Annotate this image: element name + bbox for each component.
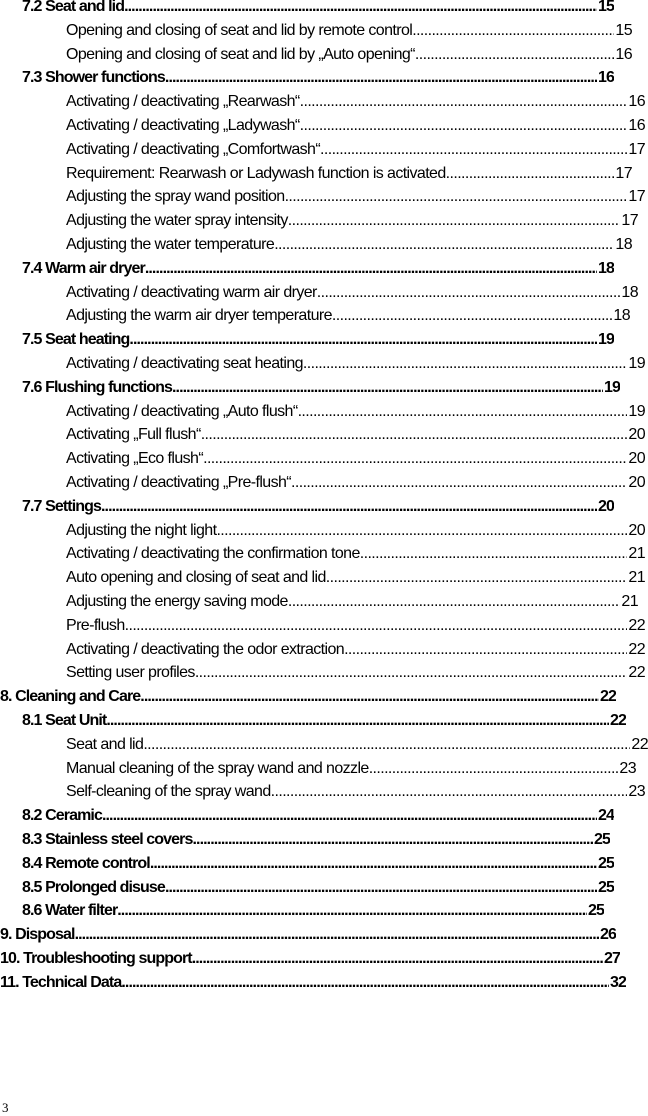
dot-leader: [101, 498, 597, 516]
toc-subentry[interactable]: [66, 522, 645, 540]
toc-entry-page: 17: [628, 140, 645, 158]
toc-entry-page: 16: [615, 45, 632, 63]
dot-leader: [291, 474, 627, 492]
dot-leader: [203, 450, 627, 468]
toc-entry-label: 7.3 Shower functions: [22, 69, 165, 87]
toc-subentry[interactable]: [66, 783, 645, 801]
toc-subentry[interactable]: [66, 46, 632, 64]
toc-entry[interactable]: [22, 855, 614, 873]
toc-subentry[interactable]: [66, 212, 638, 230]
toc-entry-page: 21: [628, 545, 645, 563]
toc-subentry[interactable]: [66, 426, 645, 444]
dot-leader: [165, 69, 597, 87]
toc-entry-label: Auto opening and closing of seat and lid: [66, 569, 326, 587]
dot-leader: [106, 712, 609, 730]
toc-subentry[interactable]: [66, 736, 648, 754]
dot-leader: [216, 522, 627, 540]
toc-entry-page: 27: [604, 950, 620, 967]
toc-entry[interactable]: [22, 260, 614, 278]
toc-subentry[interactable]: [66, 141, 645, 159]
toc-entry-label: 7.2 Seat and lid: [22, 0, 125, 15]
dot-leader: [288, 593, 621, 611]
dot-leader: [288, 212, 621, 230]
toc-entry[interactable]: [22, 331, 614, 349]
dot-leader: [369, 760, 619, 778]
toc-subentry[interactable]: [66, 450, 645, 468]
toc-entry-page: 18: [615, 236, 632, 253]
toc-entry-page: 20: [628, 521, 645, 539]
dot-leader: [271, 783, 628, 801]
toc-entry-label: Activating / deactivating „Auto flush“: [66, 402, 298, 420]
dot-leader: [192, 950, 603, 968]
toc-entry[interactable]: [22, 902, 604, 920]
toc-entry-label: Adjusting the water temperature: [66, 236, 275, 253]
toc-entry-label: 8. Cleaning and Care: [0, 688, 141, 706]
dot-leader: [344, 641, 627, 659]
toc-entry[interactable]: [22, 0, 614, 16]
dot-leader: [172, 379, 603, 397]
toc-subentry[interactable]: [66, 93, 645, 111]
toc-entry-label: Adjusting the energy saving mode: [66, 593, 288, 610]
toc-subentry[interactable]: [66, 117, 645, 135]
dot-leader: [303, 355, 627, 373]
toc-entry-page: 32: [610, 973, 626, 991]
toc-entry[interactable]: [22, 498, 614, 516]
toc-entry-label: Seat and lid: [66, 735, 144, 753]
dot-leader: [415, 46, 614, 64]
toc-entry[interactable]: [0, 926, 616, 944]
toc-entry-page: 22: [628, 664, 645, 682]
toc-entry-page: 23: [628, 783, 645, 801]
toc-entry[interactable]: [0, 688, 616, 706]
toc-entry-page: 22: [610, 712, 626, 729]
dot-leader: [75, 926, 599, 944]
dot-leader: [201, 426, 628, 444]
toc-entry-page: 17: [621, 212, 638, 230]
toc-subentry[interactable]: [66, 545, 645, 563]
toc-entry-label: Activating / deactivating „Comfortwash“: [66, 140, 321, 158]
toc-entry-page: 22: [600, 688, 616, 706]
toc-entry-page: 25: [598, 878, 614, 896]
dot-leader: [317, 284, 621, 302]
toc-entry-page: 15: [598, 0, 614, 15]
toc-entry-label: 8.3 Stainless steel covers: [22, 831, 193, 848]
dot-leader: [412, 22, 614, 40]
dot-leader: [360, 545, 628, 563]
dot-leader: [125, 617, 628, 635]
toc-entry-page: 22: [628, 616, 645, 634]
toc-entry-label: Activating / deactivating „Pre-flush“: [66, 474, 292, 491]
toc-entry-label: Activating / deactivating „Rearwash“: [66, 93, 300, 111]
toc-entry-label: 7.7 Settings: [22, 497, 102, 515]
toc-entry-page: 22: [631, 735, 648, 753]
dot-leader: [150, 855, 597, 873]
toc-entry-label: Activating „Eco flush“: [66, 450, 204, 468]
toc-entry[interactable]: [22, 69, 614, 87]
toc-subentry[interactable]: [66, 22, 632, 40]
toc-entry-label: Pre-flush: [66, 616, 125, 634]
toc-entry-page: 22: [628, 640, 645, 658]
toc-subentry[interactable]: [66, 284, 638, 302]
toc-entry-label: Activating „Full flush“: [66, 426, 201, 444]
toc-entry-page: 15: [615, 21, 632, 39]
dot-leader: [140, 688, 599, 706]
toc-entry-page: 16: [628, 117, 645, 134]
toc-entry-label: Manual cleaning of the spray wand and nozzle: [66, 759, 369, 777]
dot-leader: [129, 331, 597, 349]
page-number: 3: [2, 1100, 9, 1115]
toc-entry-label: 8.4 Remote control: [22, 854, 150, 872]
toc-entry-label: 7.5 Seat heating: [22, 331, 130, 349]
toc-entry-label: Activating / deactivating „Ladywash“: [66, 117, 300, 134]
toc-entry-label: Self-cleaning of the spray wand: [66, 783, 271, 801]
toc-subentry[interactable]: [66, 165, 632, 183]
toc-entry-page: 20: [628, 426, 645, 444]
toc-subentry[interactable]: [66, 188, 645, 206]
dot-leader: [326, 569, 628, 587]
toc-entry-page: 23: [619, 759, 636, 777]
toc-subentry[interactable]: [66, 593, 638, 611]
toc-subentry[interactable]: [66, 355, 645, 373]
toc-entry-page: 18: [598, 259, 614, 277]
toc-subentry[interactable]: [66, 760, 636, 778]
toc-entry-label: Activating / deactivating the odor extraction: [66, 640, 345, 658]
toc-entry-label: 11. Technical Data: [0, 973, 122, 991]
dot-leader: [145, 260, 597, 278]
dot-leader: [143, 736, 630, 754]
toc-entry[interactable]: [22, 807, 614, 825]
toc-entry-label: Setting user profiles: [66, 664, 195, 682]
dot-leader: [332, 307, 612, 325]
toc-entry-label: 9. Disposal: [0, 926, 75, 944]
dot-leader: [193, 831, 594, 849]
toc-entry-label: 7.6 Flushing functions: [22, 378, 172, 396]
toc-entry-label: 7.4 Warm air dryer: [22, 259, 145, 277]
toc-entry-page: 20: [628, 450, 645, 468]
toc-entry[interactable]: [22, 879, 614, 897]
dot-leader: [124, 0, 597, 16]
toc-entry-page: 24: [598, 807, 614, 825]
toc-entry-page: 20: [628, 474, 645, 491]
toc-entry-page: 25: [594, 831, 610, 848]
dot-leader: [274, 236, 614, 254]
toc-subentry[interactable]: [66, 617, 645, 635]
dot-leader: [320, 141, 627, 159]
dot-leader: [298, 403, 628, 421]
toc-entry-page: 17: [628, 188, 645, 206]
toc-entry-page: 18: [613, 307, 630, 325]
dot-leader: [300, 117, 628, 135]
toc-entry-page: 18: [621, 283, 638, 301]
toc-entry-page: 25: [588, 902, 604, 920]
dot-leader: [195, 664, 628, 682]
toc-entry-label: 8.5 Prolonged disuse: [22, 878, 165, 896]
dot-leader: [165, 879, 597, 897]
toc-subentry[interactable]: [66, 664, 645, 682]
toc-entry-label: Adjusting the warm air dryer temperature: [66, 307, 332, 325]
toc-subentry[interactable]: [66, 307, 630, 325]
toc-entry-label: Opening and closing of seat and lid by „Auto opening“: [66, 45, 415, 63]
toc-entry-page: 21: [621, 593, 638, 610]
toc-subentry[interactable]: [66, 641, 645, 659]
toc-entry-label: Opening and closing of seat and lid by remote control: [66, 21, 413, 39]
toc-entry[interactable]: [0, 950, 620, 968]
dot-leader: [117, 902, 587, 920]
toc-entry-label: 8.6 Water filter: [22, 902, 118, 920]
toc-entry-page: 17: [615, 164, 632, 182]
toc-entry[interactable]: [22, 712, 626, 730]
toc-entry-label: Adjusting the night light: [66, 521, 217, 539]
toc-entry[interactable]: [22, 831, 610, 849]
toc-entry-label: Activating / deactivating warm air dryer: [66, 283, 317, 301]
toc-subentry[interactable]: [66, 236, 632, 254]
toc-subentry[interactable]: [66, 403, 645, 421]
dot-leader: [300, 93, 628, 111]
toc-entry[interactable]: [22, 379, 620, 397]
toc-entry-page: 19: [604, 378, 620, 396]
toc-entry-label: 10. Troubleshooting support: [0, 950, 192, 967]
toc-entry-page: 19: [598, 331, 614, 349]
toc-subentry[interactable]: [66, 569, 645, 587]
toc-entry-page: 16: [628, 93, 645, 111]
dot-leader: [285, 188, 628, 206]
dot-leader: [102, 807, 597, 825]
toc-entry-page: 16: [598, 69, 614, 87]
toc-entry-label: Activating / deactivating seat heating: [66, 355, 303, 372]
toc-entry-label: 8.1 Seat Unit: [22, 712, 107, 729]
toc-entry-page: 19: [628, 355, 645, 372]
toc-entry-page: 25: [598, 854, 614, 872]
toc-subentry[interactable]: [66, 474, 645, 492]
toc-entry-page: 26: [600, 926, 616, 944]
toc-entry-label: Requirement: Rearwash or Ladywash function is activated.: [66, 164, 450, 182]
toc-entry-page: 21: [628, 569, 645, 587]
toc-entry-label: 8.2 Ceramic: [22, 807, 102, 825]
toc-entry-label: Activating / deactivating the confirmation tone: [66, 545, 360, 563]
toc-entry-label: Adjusting the water spray intensity: [66, 212, 288, 230]
dot-leader: [450, 165, 615, 183]
toc-entry-page: 19: [628, 402, 645, 420]
toc-entry[interactable]: [0, 974, 626, 992]
toc-entry-label: Adjusting the spray wand position: [66, 188, 285, 206]
toc-entry-page: 20: [598, 497, 614, 515]
dot-leader: [121, 974, 609, 992]
